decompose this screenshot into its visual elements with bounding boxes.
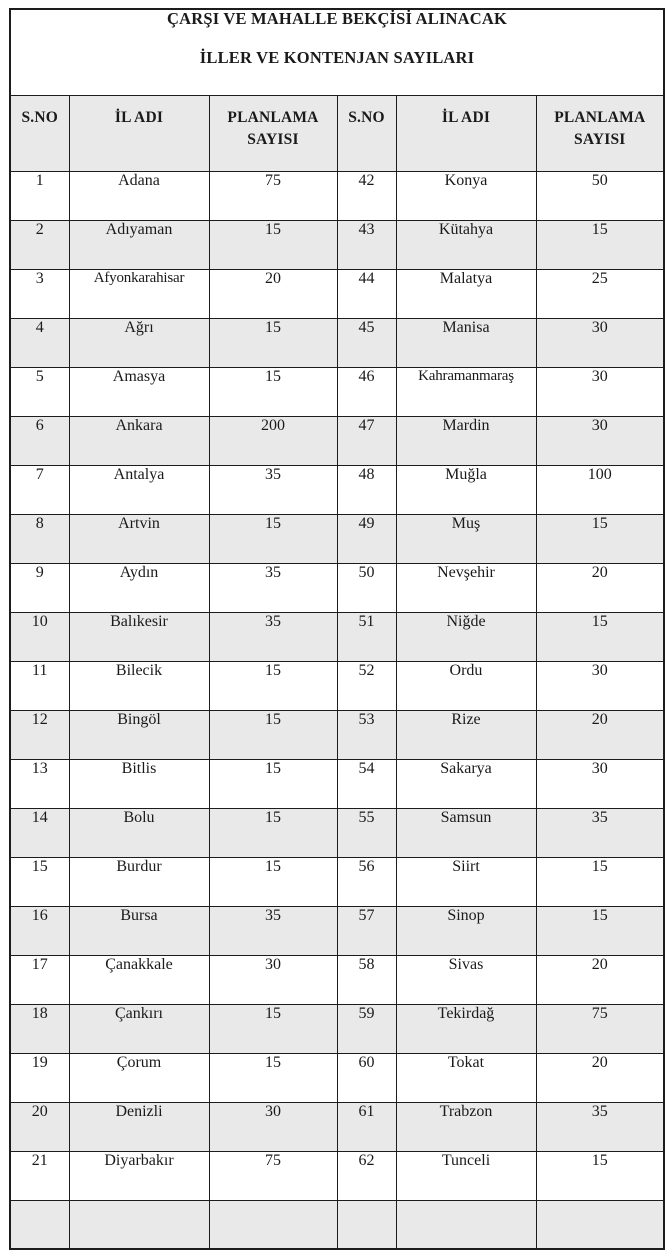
cell-province-left-text: Artvin (118, 514, 160, 532)
quota-table (9, 8, 665, 1250)
cell-sno-right-text: 55 (358, 808, 375, 826)
cell-province-right (396, 367, 536, 416)
cell-quota-left-text: 20 (265, 269, 281, 287)
cell-sno-right (337, 1151, 396, 1200)
cell-province-right (396, 514, 536, 563)
cell-province-right (396, 759, 536, 808)
header-province-left: İL ADI (69, 95, 209, 171)
cell-quota-right (536, 955, 664, 1004)
cell-quota-right-text: 15 (591, 906, 608, 924)
cell-quota-left (209, 1102, 337, 1151)
cell-quota-left-text: 15 (265, 759, 281, 777)
cell-sno-left-text: 17 (31, 955, 48, 973)
cell-province-left-text: Ankara (115, 416, 163, 434)
cell-province-left-text: Denizli (115, 1102, 163, 1120)
cell-province-right-text: Kahramanmaraş (418, 367, 514, 384)
cell-sno-left-text: 5 (35, 367, 44, 385)
cell-quota-right-text: 30 (591, 759, 608, 777)
cell-sno-right-text: 62 (358, 1151, 375, 1169)
cell-sno-left (10, 857, 69, 906)
cell-sno-left (10, 759, 69, 808)
cell-province-left (69, 661, 209, 710)
cell-sno-right-text: 46 (358, 367, 375, 385)
cell-sno-left (10, 1102, 69, 1151)
cell-sno-left (10, 1151, 69, 1200)
table-row (10, 710, 664, 759)
cell-quota-left-text: 75 (265, 171, 281, 189)
cell-province-left-text: Antalya (113, 465, 165, 483)
cell-quota-right (536, 367, 664, 416)
cell-sno-left-text: 14 (31, 808, 48, 826)
cell-quota-right (536, 514, 664, 563)
table-row (10, 955, 664, 1004)
cell-quota-right (536, 808, 664, 857)
cell-quota-left (209, 1200, 337, 1249)
cell-province-left-text: Bitlis (121, 759, 157, 777)
cell-sno-left-text: 7 (35, 465, 44, 483)
cell-sno-left (10, 808, 69, 857)
cell-sno-right-text: 50 (358, 563, 375, 581)
header-quota-left-line2: SAYISI (247, 130, 299, 148)
table-row (10, 661, 664, 710)
cell-province-right (396, 416, 536, 465)
table-row (10, 416, 664, 465)
cell-sno-left (10, 465, 69, 514)
cell-quota-right-text: 15 (591, 220, 608, 238)
cell-province-right-text: Sakarya (440, 759, 492, 777)
cell-sno-right-text: 56 (358, 857, 375, 875)
cell-quota-right (536, 318, 664, 367)
cell-quota-left (209, 906, 337, 955)
cell-sno-left (10, 367, 69, 416)
cell-sno-left (10, 955, 69, 1004)
cell-sno-left-text: 9 (35, 563, 44, 581)
cell-quota-left-text: 35 (265, 563, 281, 581)
cell-quota-right-text: 30 (591, 661, 608, 679)
cell-province-left (69, 906, 209, 955)
cell-quota-left (209, 1004, 337, 1053)
cell-quota-left-text: 30 (265, 1102, 281, 1120)
cell-quota-left (209, 661, 337, 710)
cell-sno-right-text: 58 (358, 955, 375, 973)
cell-province-right-text: Ordu (449, 661, 483, 679)
table-body (10, 171, 664, 1249)
cell-province-right (396, 955, 536, 1004)
cell-province-left (69, 269, 209, 318)
cell-sno-right (337, 661, 396, 710)
table-row (10, 1053, 664, 1102)
cell-province-left (69, 563, 209, 612)
header-quota-right-line1: PLANLAMA (554, 108, 646, 126)
cell-province-right-text: Tunceli (441, 1151, 491, 1169)
cell-sno-right (337, 1004, 396, 1053)
cell-sno-left-text: 11 (32, 661, 48, 679)
cell-province-right-text: Sivas (448, 955, 484, 973)
cell-sno-left (10, 1200, 69, 1249)
cell-province-left (69, 1004, 209, 1053)
cell-quota-left-text: 75 (265, 1151, 281, 1169)
cell-quota-right (536, 563, 664, 612)
cell-province-right-text: Konya (444, 171, 488, 189)
cell-sno-left-text: 20 (31, 1102, 48, 1120)
cell-province-left (69, 220, 209, 269)
cell-province-left (69, 367, 209, 416)
cell-quota-left (209, 1053, 337, 1102)
cell-province-right (396, 1053, 536, 1102)
cell-province-right-text: Kütahya (438, 220, 494, 238)
cell-sno-right-text: 45 (358, 318, 375, 336)
title-row (10, 9, 664, 95)
cell-quota-right-text: 25 (591, 269, 608, 287)
cell-province-left-text: Ağrı (124, 318, 154, 336)
cell-quota-left-text: 35 (265, 465, 281, 483)
cell-sno-left-text: 12 (31, 710, 48, 728)
cell-province-left (69, 759, 209, 808)
cell-quota-right-text: 50 (591, 171, 608, 189)
cell-quota-right (536, 416, 664, 465)
cell-quota-right-text: 30 (591, 367, 608, 385)
cell-province-left (69, 1151, 209, 1200)
cell-province-left-text: Çankırı (115, 1004, 163, 1022)
cell-quota-right-text: 20 (591, 710, 608, 728)
cell-sno-left (10, 710, 69, 759)
table-row (10, 1004, 664, 1053)
cell-province-right-text: Niğde (446, 612, 486, 630)
table-row (10, 514, 664, 563)
table-row (10, 465, 664, 514)
cell-province-left-text: Bursa (120, 906, 158, 924)
cell-quota-right (536, 220, 664, 269)
cell-quota-right-text: 35 (591, 808, 608, 826)
table-row (10, 563, 664, 612)
cell-quota-left-text: 15 (265, 514, 281, 532)
column-header-row (10, 95, 664, 171)
cell-province-left-text: Afyonkarahisar (93, 269, 185, 286)
cell-province-right (396, 1102, 536, 1151)
cell-sno-right (337, 1102, 396, 1151)
cell-sno-right-text: 52 (358, 661, 375, 679)
table-row (10, 1151, 664, 1200)
cell-quota-left (209, 318, 337, 367)
cell-province-right (396, 808, 536, 857)
header-quota-left-line1: PLANLAMA (227, 108, 319, 126)
cell-quota-right-text: 20 (591, 1053, 608, 1071)
cell-province-right-text: Nevşehir (437, 563, 495, 581)
table-head (10, 9, 664, 171)
header-quota-right (536, 95, 664, 171)
cell-province-left-text: Adıyaman (105, 220, 173, 238)
cell-quota-right (536, 661, 664, 710)
cell-province-right-text: Muğla (445, 465, 487, 483)
cell-quota-left (209, 171, 337, 220)
header-sno-right: S.NO (337, 95, 396, 171)
cell-province-left-text: Diyarbakır (104, 1151, 174, 1169)
cell-quota-left-text: 15 (265, 1053, 281, 1071)
cell-sno-left-text: 18 (31, 1004, 48, 1022)
cell-sno-left-text: 16 (31, 906, 48, 924)
cell-quota-left-text: 15 (265, 220, 281, 238)
cell-quota-right (536, 710, 664, 759)
cell-quota-right (536, 612, 664, 661)
cell-quota-right-text: 15 (591, 1151, 608, 1169)
cell-sno-right (337, 906, 396, 955)
cell-sno-left-text: 8 (35, 514, 44, 532)
cell-quota-right-text: 75 (591, 1004, 608, 1022)
cell-sno-left-text: 19 (31, 1053, 48, 1071)
cell-sno-right-text: 59 (358, 1004, 375, 1022)
cell-province-right-text: Rize (451, 710, 481, 728)
cell-province-left-text: Bingöl (117, 710, 161, 728)
cell-quota-left-text: 15 (265, 808, 281, 826)
cell-quota-left (209, 955, 337, 1004)
cell-quota-left (209, 759, 337, 808)
cell-province-left-text: Burdur (116, 857, 162, 875)
cell-quota-right-text: 15 (591, 857, 608, 875)
cell-quota-left (209, 367, 337, 416)
cell-province-right (396, 269, 536, 318)
cell-province-right (396, 661, 536, 710)
cell-quota-right (536, 171, 664, 220)
cell-sno-right-text: 44 (358, 269, 375, 287)
cell-quota-right (536, 269, 664, 318)
cell-province-left (69, 1053, 209, 1102)
cell-sno-right (337, 318, 396, 367)
cell-quota-left (209, 1151, 337, 1200)
cell-quota-left (209, 857, 337, 906)
cell-quota-left (209, 563, 337, 612)
cell-sno-left (10, 1053, 69, 1102)
cell-province-left-text: Aydın (119, 563, 159, 581)
cell-province-right-text: Sinop (447, 906, 485, 924)
cell-quota-left-text: 35 (265, 906, 281, 924)
cell-sno-right-text: 60 (358, 1053, 375, 1071)
cell-quota-left-text: 15 (265, 710, 281, 728)
cell-province-left (69, 171, 209, 220)
cell-quota-right (536, 906, 664, 955)
table-row (10, 220, 664, 269)
cell-province-left (69, 955, 209, 1004)
cell-province-right (396, 318, 536, 367)
header-quota-left (209, 95, 337, 171)
table-row (10, 612, 664, 661)
cell-sno-left (10, 563, 69, 612)
cell-province-right (396, 563, 536, 612)
cell-province-right-text: Samsun (440, 808, 492, 826)
table-row (10, 906, 664, 955)
cell-sno-right-text: 43 (358, 220, 375, 238)
cell-province-right-text: Trabzon (439, 1102, 493, 1120)
cell-sno-right-text: 53 (358, 710, 375, 728)
cell-province-left-text: Bolu (123, 808, 155, 826)
cell-sno-left (10, 171, 69, 220)
cell-sno-left-text: 2 (35, 220, 44, 238)
header-sno-left: S.NO (10, 95, 69, 171)
cell-quota-right-text: 100 (587, 465, 612, 483)
cell-sno-right (337, 416, 396, 465)
cell-province-left (69, 514, 209, 563)
cell-quota-right-text: 20 (591, 563, 608, 581)
cell-sno-left-text: 21 (31, 1151, 48, 1169)
table-row (10, 171, 664, 220)
cell-sno-left-text: 4 (35, 318, 44, 336)
cell-sno-right (337, 563, 396, 612)
cell-quota-left (209, 269, 337, 318)
cell-province-left-text: Balıkesir (110, 612, 168, 630)
table-row (10, 1102, 664, 1151)
table-row (10, 318, 664, 367)
cell-sno-right (337, 710, 396, 759)
cell-quota-left-text: 15 (265, 318, 281, 336)
cell-province-left (69, 318, 209, 367)
table-row (10, 857, 664, 906)
cell-province-left (69, 808, 209, 857)
cell-quota-right-text: 30 (591, 318, 608, 336)
cell-province-left (69, 710, 209, 759)
cell-province-left (69, 465, 209, 514)
cell-sno-right-text: 49 (358, 514, 375, 532)
cell-province-right (396, 906, 536, 955)
cell-quota-right-text: 15 (591, 612, 608, 630)
cell-province-right (396, 1004, 536, 1053)
cell-province-left-text: Çanakkale (105, 955, 173, 973)
cell-province-right (396, 612, 536, 661)
cell-sno-left-text: 15 (31, 857, 48, 875)
cell-sno-right (337, 220, 396, 269)
cell-province-right (396, 1151, 536, 1200)
cell-quota-right (536, 1200, 664, 1249)
cell-quota-left-text: 200 (261, 416, 285, 434)
cell-sno-right (337, 612, 396, 661)
cell-province-right (396, 220, 536, 269)
cell-province-left-text: Çorum (116, 1053, 162, 1071)
cell-quota-right-text: 35 (591, 1102, 608, 1120)
title-line-1: ÇARŞI VE MAHALLE BEKÇİSİ ALINACAK (167, 9, 508, 28)
cell-quota-left (209, 220, 337, 269)
table-row (10, 367, 664, 416)
cell-quota-left (209, 612, 337, 661)
table-row (10, 808, 664, 857)
cell-sno-left (10, 612, 69, 661)
cell-province-right-text: Manisa (442, 318, 490, 336)
cell-province-left-text: Amasya (112, 367, 166, 385)
cell-province-right-text: Siirt (452, 857, 480, 875)
cell-sno-right-text: 42 (358, 171, 375, 189)
cell-sno-left (10, 514, 69, 563)
cell-quota-left-text: 15 (265, 1004, 281, 1022)
cell-quota-left-text: 35 (265, 612, 281, 630)
cell-sno-left-text: 6 (35, 416, 44, 434)
cell-quota-left (209, 416, 337, 465)
cell-quota-right (536, 1102, 664, 1151)
cell-province-left (69, 1102, 209, 1151)
cell-sno-right (337, 759, 396, 808)
cell-sno-left (10, 220, 69, 269)
cell-province-right (396, 465, 536, 514)
cell-quota-right-text: 15 (591, 514, 608, 532)
cell-sno-right-text: 48 (358, 465, 375, 483)
cell-quota-right (536, 857, 664, 906)
cell-province-right (396, 1200, 536, 1249)
cell-quota-left (209, 465, 337, 514)
cell-sno-right (337, 514, 396, 563)
cell-sno-left-text: 1 (35, 171, 44, 189)
cell-sno-right (337, 171, 396, 220)
cell-sno-right (337, 367, 396, 416)
cell-province-left (69, 1200, 209, 1249)
cell-province-right-text: Malatya (439, 269, 493, 287)
cell-sno-right-text: 61 (358, 1102, 375, 1120)
cell-sno-right (337, 1200, 396, 1249)
cell-sno-left (10, 416, 69, 465)
cell-province-right (396, 171, 536, 220)
cell-quota-right-text: 30 (591, 416, 608, 434)
cell-sno-right (337, 808, 396, 857)
cell-quota-left-text: 30 (265, 955, 281, 973)
cell-sno-right-text: 51 (358, 612, 375, 630)
cell-sno-right (337, 1053, 396, 1102)
cell-sno-left (10, 661, 69, 710)
cell-sno-right (337, 269, 396, 318)
table-row (10, 759, 664, 808)
cell-province-right-text: Muş (451, 514, 481, 532)
cell-quota-left-text: 15 (265, 857, 281, 875)
cell-quota-right-text: 20 (591, 955, 608, 973)
cell-sno-right-text: 57 (358, 906, 375, 924)
cell-sno-left (10, 269, 69, 318)
cell-sno-right-text: 47 (358, 416, 375, 434)
cell-quota-right (536, 1004, 664, 1053)
cell-quota-left (209, 710, 337, 759)
cell-sno-right-text: 54 (358, 759, 375, 777)
cell-sno-right (337, 857, 396, 906)
cell-quota-left (209, 808, 337, 857)
cell-sno-left (10, 906, 69, 955)
cell-province-left-text: Bilecik (115, 661, 163, 679)
cell-province-left (69, 857, 209, 906)
cell-quota-right (536, 465, 664, 514)
document-title (10, 9, 664, 95)
cell-province-right-text: Tekirdağ (437, 1004, 495, 1022)
cell-sno-left-text: 13 (31, 759, 48, 777)
cell-province-right-text: Mardin (442, 416, 490, 434)
cell-sno-left (10, 1004, 69, 1053)
cell-quota-right (536, 1053, 664, 1102)
cell-province-right (396, 710, 536, 759)
cell-sno-left-text: 10 (31, 612, 48, 630)
cell-sno-right (337, 955, 396, 1004)
cell-quota-right (536, 1151, 664, 1200)
cell-sno-left-text: 3 (35, 269, 44, 287)
header-quota-right-line2: SAYISI (574, 130, 626, 148)
cell-province-left (69, 416, 209, 465)
cell-sno-left (10, 318, 69, 367)
header-province-right: İL ADI (396, 95, 536, 171)
cell-quota-left-text: 15 (265, 367, 281, 385)
cell-province-left-text: Adana (118, 171, 160, 189)
table-row (10, 269, 664, 318)
cell-province-right-text: Tokat (447, 1053, 485, 1071)
cell-quota-left (209, 514, 337, 563)
cell-province-left (69, 612, 209, 661)
cell-province-right (396, 857, 536, 906)
cell-quota-right (536, 759, 664, 808)
cell-sno-right (337, 465, 396, 514)
title-line-2: İLLER VE KONTENJAN SAYILARI (199, 47, 475, 67)
table-row (10, 1200, 664, 1249)
cell-quota-left-text: 15 (265, 661, 281, 679)
